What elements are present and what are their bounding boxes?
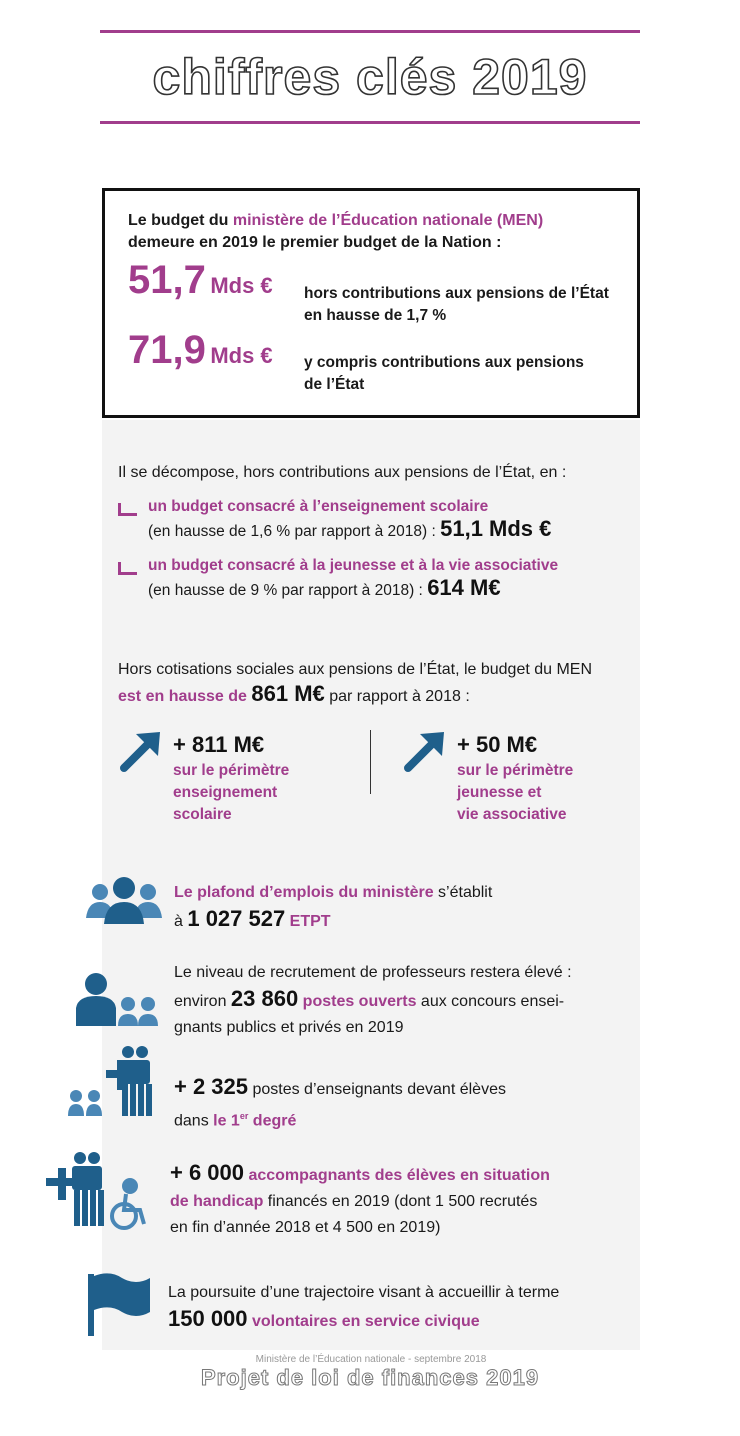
fact-recruitment: Le niveau de recrutement de professeurs restera élevé : environ 23 860 postes ouverts aux concours ensei- gnants publics et privés en 2019 <box>174 964 572 1036</box>
increase-left: + 811 M€ sur le périmètre enseignement scolaire <box>173 732 290 823</box>
caregivers-wheelchair-icon <box>44 1150 150 1230</box>
breakdown-intro: Il se décompose, hors contributions aux pensions de l’État, en : <box>118 464 567 481</box>
key-amount-2: 71,9 Mds € <box>128 328 273 372</box>
increase-text: Hors cotisations sociales aux pensions de l’État, le budget du MEN est en hausse de 861 M€ par rapport à 2018 : <box>118 661 593 706</box>
key-intro: Le budget du ministère de l’Éducation nationale (MEN) demeure en 2019 le premier budget de la Nation : <box>128 212 544 251</box>
fact-employment: Le plafond d’emplois du ministère s’établit à 1 027 527 ETPT <box>174 884 493 931</box>
fact-service-civique: La poursuite d’une trajectoire visant à accueillir à terme 150 000 volontaires en service civique <box>168 1284 560 1331</box>
fact-aesh: + 6 000 accompagnants des élèves en situation de handicap financés en 2019 (dont 1 500 recrutés en fin d’année 2018 et 4 500 en 2019) <box>170 1160 550 1236</box>
teachers-students-icon <box>66 1044 154 1118</box>
source-note: Ministère de l’Éducation nationale - septembre 2018 <box>255 1354 487 1365</box>
key-desc-1: hors contributions aux pensions de l’État en hausse de 1,7 % <box>304 285 609 324</box>
increase-divider <box>370 730 371 794</box>
breakdown-item-1: un budget consacré à l’enseignement scolaire (en hausse de 1,6 % par rapport à 2018) : 51,1 Mds € <box>148 498 552 541</box>
people-group-icon <box>86 874 162 926</box>
breakdown-item-2: un budget consacré à la jeunesse et à la vie associative (en hausse de 9 % par rapport à 2018) : 614 M€ <box>148 557 559 600</box>
header-top-rule <box>100 30 640 33</box>
bracket-icon <box>118 562 137 575</box>
increase-right: + 50 M€ sur le périmètre jeunesse et vie associative <box>457 732 574 823</box>
arrow-up-right-icon <box>118 730 162 772</box>
bracket-icon <box>118 503 137 516</box>
header-bottom-rule <box>100 121 640 124</box>
key-amount-1: 51,7 Mds € <box>128 258 273 302</box>
flag-icon <box>86 1272 152 1338</box>
fact-teaching-posts: + 2 325 postes d’enseignants devant élèves dans le 1er degré <box>174 1074 506 1130</box>
teacher-students-icon <box>76 972 160 1028</box>
arrow-up-right-icon <box>402 730 446 772</box>
page-title: chiffres clés 2019 <box>152 49 588 105</box>
key-desc-2: y compris contributions aux pensions de l’État <box>304 354 584 393</box>
footer-title: Projet de loi de finances 2019 <box>200 1365 540 1390</box>
